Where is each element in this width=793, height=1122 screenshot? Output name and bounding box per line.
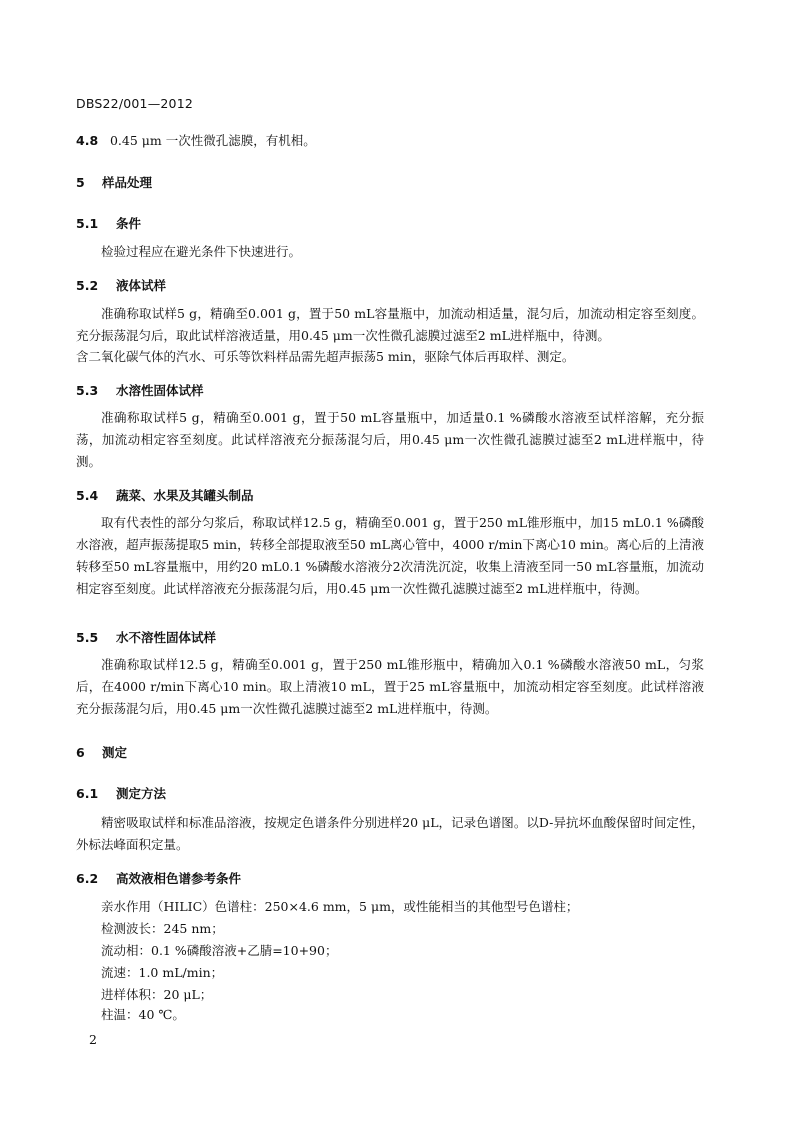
section-5-4-heading (76, 486, 254, 504)
item-4-8 (76, 131, 316, 149)
condition-line: 检测波长：245 nm； (101, 921, 224, 936)
section-title: 液体试样 (116, 278, 167, 293)
section-5-3-body: 准确称取试样5 g，精确至0.001 g，置于50 mL容量瓶中，加适量0.1 %磷酸水溶液至试样溶解，充分振荡，加流动相定容至刻度。此试样溶液充分振荡混匀后，用0.45 μm一次性微孔滤膜过滤至2 mL进样瓶中，待测。 (76, 410, 704, 469)
section-6-2-heading (76, 869, 241, 887)
condition-line: 亲水作用（HILIC）色谱柱：250×4.6 mm，5 μm，或性能相当的其他型号色谱柱； (101, 899, 579, 914)
section-title: 测定 (102, 745, 128, 760)
section-5-heading (76, 173, 152, 191)
section-5-2-heading (76, 276, 166, 294)
section-5-5-heading (76, 628, 216, 646)
section-number: 5.2 (76, 278, 99, 293)
section-5-3-heading (76, 381, 204, 399)
section-number: 5.5 (76, 630, 99, 645)
condition-line: 进样体积：20 μL； (101, 987, 213, 1002)
section-5-5-body: 准确称取试样12.5 g，精确至0.001 g，置于250 mL锥形瓶中，精确加入0.1 %磷酸水溶液50 mL，匀浆后，在4000 r/min下离心10 min。取上清液10 mL，置于25 mL容量瓶中，加流动相定容至刻度。此试样溶液充分振荡混匀后，用0.45 μm一次性微孔滤膜过滤至2 mL进样瓶中，待测。 (76, 657, 704, 716)
condition-line: 流速：1.0 mL/min； (101, 965, 224, 980)
item-text: 0.45 μm 一次性微孔滤膜，有机相。 (109, 133, 316, 148)
section-number: 5.4 (76, 488, 99, 503)
section-number: 6.1 (76, 786, 99, 801)
section-5-2-body-2: 含二氧化碳气体的汽水、可乐等饮料样品需先超声振荡5 min，驱除气体后再取样、测定。 (76, 349, 575, 364)
item-number: 4.8 (76, 133, 99, 148)
section-title: 水不溶性固体试样 (116, 630, 217, 645)
section-number: 5.3 (76, 383, 99, 398)
section-6-1-heading (76, 784, 166, 802)
document-code: DBS22/001—2012 (76, 96, 194, 111)
section-5-4-body: 取有代表性的部分匀浆后，称取试样12.5 g，精确至0.001 g，置于250 mL锥形瓶中，加15 mL0.1 %磷酸水溶液，超声振荡提取5 min，转移全部提取液至50 mL离心管中，4000 r/min下离心10 min。离心后的上清液转移至50 mL容量瓶中，用约20 mL0.1 %磷酸水溶液分2次清洗沉淀，收集上清液至同一50 mL容量瓶，加流动相定容至刻度。此试样溶液充分振荡混匀后，用0.45 μm一次性微孔滤膜过滤至2 mL进样瓶中，待测。 (76, 515, 704, 596)
section-number: 6.2 (76, 871, 99, 886)
section-title: 测定方法 (116, 786, 167, 801)
section-title: 蔬菜、水果及其罐头制品 (116, 488, 254, 503)
section-title: 高效液相色谱参考条件 (116, 871, 242, 886)
section-title: 样品处理 (102, 175, 153, 190)
section-number: 5 (76, 175, 85, 190)
page-number: 2 (89, 1032, 97, 1047)
condition-line: 流动相：0.1 %磷酸溶液+乙腈=10+90； (101, 943, 338, 958)
condition-line: 柱温：40 ℃。 (101, 1007, 185, 1022)
section-number: 5.1 (76, 216, 99, 231)
section-6-heading (76, 743, 127, 761)
section-6-1-body: 精密吸取试样和标准品溶液，按规定色谱条件分别进样20 μL，记录色谱图。以D-异抗坏血酸保留时间定性，外标法峰面积定量。 (76, 815, 704, 852)
section-number: 6 (76, 745, 85, 760)
section-5-1-heading (76, 214, 141, 232)
section-5-1-body: 检验过程应在避光条件下快速进行。 (101, 244, 302, 259)
section-title: 水溶性固体试样 (116, 383, 204, 398)
section-title: 条件 (116, 216, 142, 231)
section-5-2-body: 准确称取试样5 g，精确至0.001 g，置于50 mL容量瓶中，加流动相适量，混匀后，加流动相定容至刻度。充分振荡混匀后，取此试样溶液适量，用0.45 μm一次性微孔滤膜过滤至2 mL进样瓶中，待测。 (76, 306, 704, 343)
